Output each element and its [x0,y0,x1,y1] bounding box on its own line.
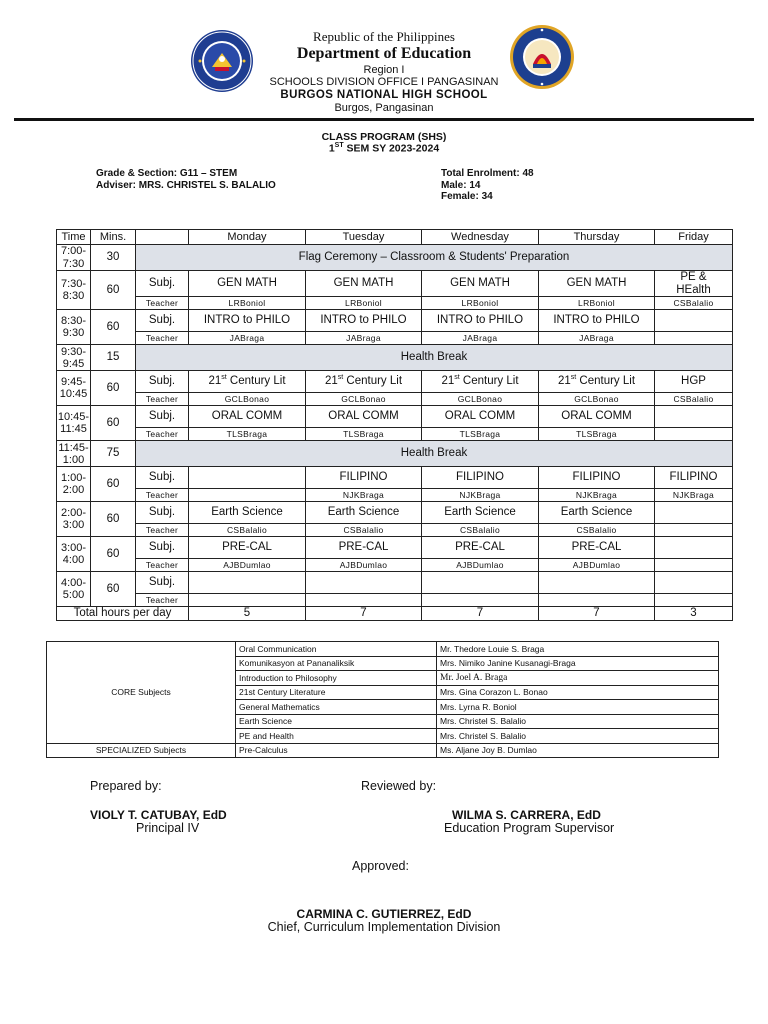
subject-cell [655,572,733,594]
day-header: Thursday [539,230,655,245]
subject-teachers-table [46,641,719,758]
teacher-row [57,428,733,441]
teacher-cell [306,594,422,607]
time-cell: 9:30- 9:45 [57,345,91,371]
teacher-row [57,332,733,345]
subj-label: Subj. [136,467,189,489]
subject-teacher: Mrs. Gina Corazon L. Bonao [437,685,719,700]
span-cell: Health Break [136,345,733,371]
approved-by-name: CARMINA C. GUTIERREZ, EdD [296,907,472,921]
total-hours-cell: 7 [539,607,655,621]
teacher-row [57,489,733,502]
subject-name: Komunikasyon at Pananaliksik [236,656,437,671]
subject-cell: INTRO to PHILO [306,310,422,332]
female-count: Female: 34 [441,191,493,202]
schedule-row [57,572,733,594]
subject-cell: PE & HEalth [655,271,733,297]
teacher-row [57,594,733,607]
subject-cell: PRE-CAL [306,537,422,559]
teacher-cell: AJBDumlao [422,559,539,572]
teacher-cell: NJKBraga [539,489,655,502]
subject-cell: GEN MATH [306,271,422,297]
day-header: Friday [655,230,733,245]
reviewed-by-name: WILMA S. CARRERA, EdD [452,808,601,822]
schedule-row [57,371,733,393]
subj-label: Subj. [136,371,189,393]
department-title: Department of Education [296,45,472,62]
subject-cell: 21st Century Lit [539,371,655,393]
teacher-cell: CSBalalio [189,524,306,537]
school-name: BURGOS NATIONAL HIGH SCHOOL [280,89,488,101]
mins-cell: 60 [91,502,136,537]
teacher-cell: CSBalalio [306,524,422,537]
subject-teacher: Mr. Thedore Louie S. Braga [437,642,719,657]
schedule-row [57,271,733,297]
teacher-cell: LRBoniol [306,297,422,310]
teacher-cell [539,594,655,607]
subject-cell: FILIPINO [655,467,733,489]
subject-name: Earth Science [236,714,437,729]
ordinal-suffix: st [221,374,227,382]
time-cell: 1:00- 2:00 [57,467,91,502]
teacher-cell: NJKBraga [422,489,539,502]
class-info [96,168,276,191]
mins-cell: 15 [91,345,136,371]
teacher-cell: CSBalalio [422,524,539,537]
ordinal-suffix: st [454,374,460,382]
span-cell: Flag Ceremony – Classroom & Students' Preparation [136,245,733,271]
teacher-cell: CSBalalio [539,524,655,537]
teacher-cell: GCLBonao [306,393,422,406]
time-cell: 2:00- 3:00 [57,502,91,537]
teacher-cell: TLSBraga [189,428,306,441]
division-line: SCHOOLS DIVISION OFFICE I PANGASINAN [269,76,499,88]
teacher-cell [655,428,733,441]
subj-label: Subj. [136,502,189,524]
teacher-label: Teacher [136,524,189,537]
teacher-cell: TLSBraga [422,428,539,441]
teacher-cell: TLSBraga [306,428,422,441]
teacher-label: Teacher [136,559,189,572]
teacher-label: Teacher [136,393,189,406]
subject-cell: ORAL COMM [306,406,422,428]
subject-cell: GEN MATH [422,271,539,297]
subject-cell: PRE-CAL [539,537,655,559]
col-label-header [136,230,189,245]
subject-teacher: Mrs. Lyrna R. Boniol [437,700,719,715]
day-header: Tuesday [306,230,422,245]
grade-section: Grade & Section: G11 – STEM [96,168,238,179]
schedule-row [57,406,733,428]
subject-cell: ORAL COMM [422,406,539,428]
teacher-cell: JABraga [306,332,422,345]
subject-cell [655,310,733,332]
subject-cell: PRE-CAL [189,537,306,559]
day-header-row [57,230,733,245]
specialized-subject-row [47,743,719,758]
total-hours-cell: 3 [655,607,733,621]
subject-cell: 21st Century Lit [189,371,306,393]
approved-by-position: Chief, Curriculum Implementation Division [267,920,501,934]
teacher-label: Teacher [136,594,189,607]
subject-cell: INTRO to PHILO [539,310,655,332]
class-schedule-table [56,229,733,621]
teacher-cell [189,489,306,502]
mins-cell: 60 [91,271,136,310]
teacher-cell [422,594,539,607]
teacher-cell: TLSBraga [539,428,655,441]
total-enrolment: Total Enrolment: 48 [441,168,534,179]
teacher-row [57,393,733,406]
teacher-row [57,559,733,572]
time-cell: 9:45- 10:45 [57,371,91,406]
schedule-row [57,467,733,489]
schedule-row-break [57,345,733,371]
total-hours-cell: 7 [422,607,539,621]
subject-name: PE and Health [236,729,437,744]
subject-name: 21st Century Literature [236,685,437,700]
subject-cell [655,502,733,524]
prepared-by-name: VIOLY T. CATUBAY, EdD [90,808,227,822]
teacher-cell: GCLBonao [539,393,655,406]
specialized-subjects-label: SPECIALIZED Subjects [47,743,236,758]
core-subject-row [47,642,719,657]
mins-cell: 60 [91,406,136,441]
mins-cell: 60 [91,537,136,572]
ordinal-suffix: st [570,374,577,382]
mins-cell: 30 [91,245,136,271]
subject-cell: INTRO to PHILO [189,310,306,332]
reviewed-by-label: Reviewed by: [361,779,437,793]
col-time-header: Time [57,230,91,245]
teacher-cell: NJKBraga [306,489,422,502]
subject-cell [539,572,655,594]
subject-cell [306,572,422,594]
subject-cell: Earth Science [189,502,306,524]
teacher-cell: CSBalalio [655,393,733,406]
total-hours-cell: 7 [306,607,422,621]
teacher-cell [655,332,733,345]
subj-label: Subj. [136,310,189,332]
schedule-row-break [57,441,733,467]
total-hours-row [57,607,733,621]
subject-cell: INTRO to PHILO [422,310,539,332]
teacher-cell: AJBDumlao [189,559,306,572]
teacher-cell: GCLBonao [189,393,306,406]
subject-teacher: Mrs. Nimiko Janine Kusanagi-Braga [437,656,719,671]
approved-label: Approved: [352,859,409,873]
header-divider [14,118,754,121]
teacher-cell: JABraga [422,332,539,345]
teacher-row [57,297,733,310]
schedule-row [57,502,733,524]
subject-teacher: Ms. Aljane Joy B. Dumlao [437,743,719,758]
male-count: Male: 14 [441,179,481,191]
teacher-cell: JABraga [189,332,306,345]
school-location: Burgos, Pangasinan [334,102,434,114]
col-mins-header: Mins. [91,230,136,245]
time-cell: 3:00- 4:00 [57,537,91,572]
subj-label: Subj. [136,537,189,559]
teacher-label: Teacher [136,428,189,441]
subject-name: Pre-Calculus [236,743,437,758]
subj-label: Subj. [136,572,189,594]
teacher-cell: NJKBraga [655,489,733,502]
time-cell: 4:00- 5:00 [57,572,91,607]
subject-teacher: Mrs. Christel S. Balalio [437,729,719,744]
subject-cell [655,406,733,428]
teacher-cell [655,594,733,607]
core-subjects-label: CORE Subjects [47,642,236,744]
subject-cell: GEN MATH [189,271,306,297]
teacher-cell [655,524,733,537]
schedule-row [57,310,733,332]
teacher-label: Teacher [136,489,189,502]
teacher-row [57,524,733,537]
span-cell: Health Break [136,441,733,467]
mins-cell: 60 [91,467,136,502]
subject-name: Introduction to Philosophy [236,671,437,686]
subject-cell [189,467,306,489]
teacher-cell: LRBoniol [189,297,306,310]
ordinal-suffix: st [337,374,344,382]
teacher-cell: AJBDumlao [306,559,422,572]
mins-cell: 75 [91,441,136,467]
adviser: Adviser: MRS. CHRISTEL S. BALALIO [96,179,276,191]
time-cell: 10:45- 11:45 [57,406,91,441]
subject-cell: FILIPINO [306,467,422,489]
mins-cell: 60 [91,572,136,607]
teacher-cell: CSBalalio [655,297,733,310]
subject-cell [189,572,306,594]
subject-cell [655,537,733,559]
republic-line: Republic of the Philippines [313,29,455,44]
subj-label: Subj. [136,271,189,297]
subject-cell: 21st Century Lit [306,371,422,393]
subject-cell: ORAL COMM [539,406,655,428]
subject-cell: FILIPINO [539,467,655,489]
time-cell: 7:00- 7:30 [57,245,91,271]
day-header: Wednesday [422,230,539,245]
prepared-by-label: Prepared by: [90,779,162,793]
schedule-row-break [57,245,733,271]
subject-cell: FILIPINO [422,467,539,489]
time-cell: 8:30- 9:30 [57,310,91,345]
teacher-cell: AJBDumlao [539,559,655,572]
prepared-by-position: Principal IV [136,821,200,835]
subject-name: General Mathematics [236,700,437,715]
teacher-label: Teacher [136,332,189,345]
program-title: CLASS PROGRAM (SHS) [321,131,447,143]
mins-cell: 60 [91,310,136,345]
region-line: Region I [363,64,405,76]
subject-name: Oral Communication [236,642,437,657]
subject-cell: Earth Science [306,502,422,524]
subject-teacher: Mr. Joel A. Braga [437,671,719,686]
subj-label: Subj. [136,406,189,428]
teacher-cell: JABraga [539,332,655,345]
teacher-label: Teacher [136,297,189,310]
subject-cell: ORAL COMM [189,406,306,428]
subject-teacher: Mrs. Christel S. Balalio [437,714,719,729]
subject-cell [422,572,539,594]
total-hours-label: Total hours per day [57,607,189,621]
total-hours-cell: 5 [189,607,306,621]
subject-cell: 21st Century Lit [422,371,539,393]
enrolment-info [441,168,534,203]
teacher-cell: LRBoniol [539,297,655,310]
day-header: Monday [189,230,306,245]
teacher-cell: GCLBonao [422,393,539,406]
mins-cell: 60 [91,371,136,406]
time-cell: 7:30- 8:30 [57,271,91,310]
semester-title: 1ST SEM SY 2023-2024 [328,142,440,155]
subject-cell: PRE-CAL [422,537,539,559]
time-cell: 11:45- 1:00 [58,441,89,466]
subject-cell: HGP [655,371,733,393]
subject-cell: Earth Science [422,502,539,524]
schedule-row [57,537,733,559]
teacher-cell [189,594,306,607]
teacher-cell [655,559,733,572]
subject-cell: GEN MATH [539,271,655,297]
subject-cell: Earth Science [539,502,655,524]
reviewed-by-position: Education Program Supervisor [444,821,615,835]
teacher-cell: LRBoniol [422,297,539,310]
